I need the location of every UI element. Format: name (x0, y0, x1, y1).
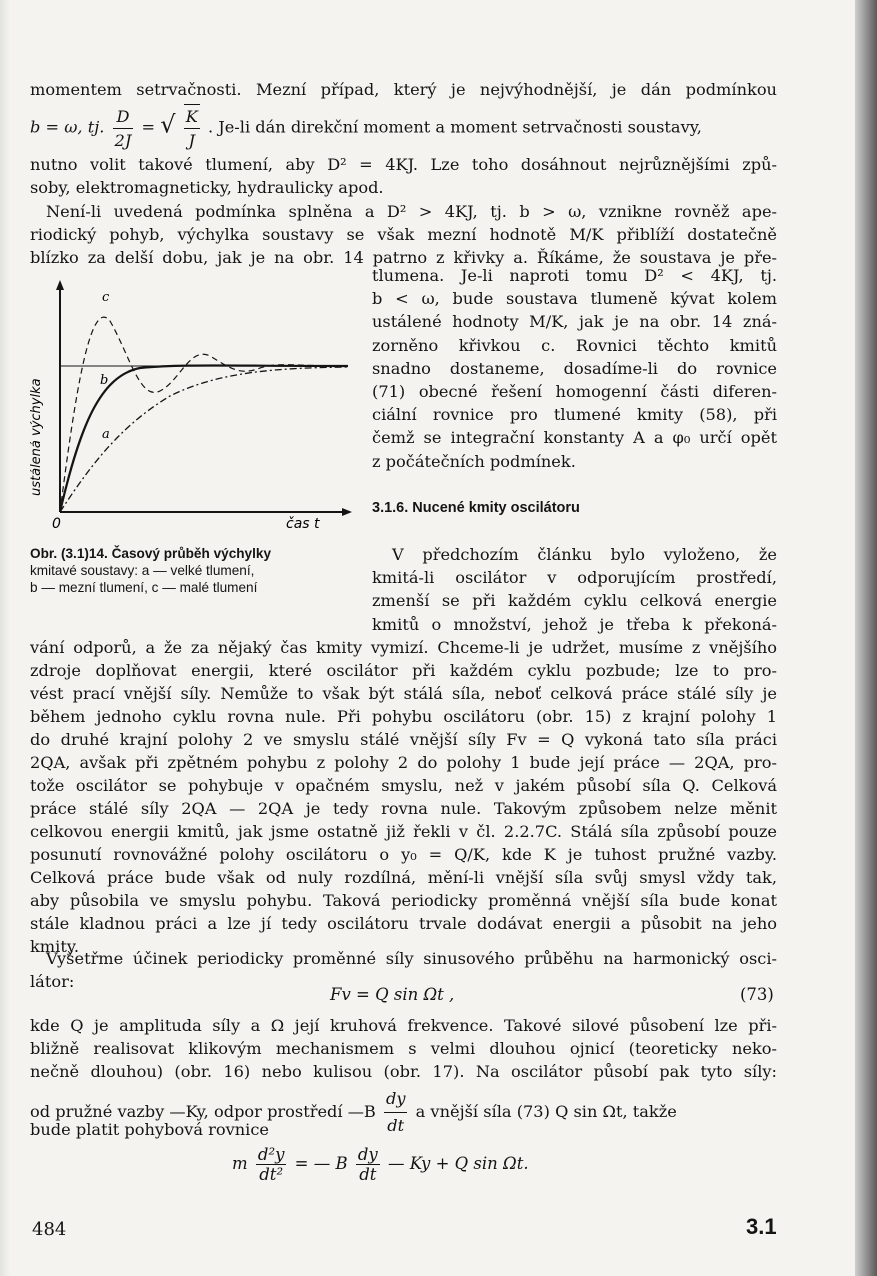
section-heading: 3.1.6. Nucené kmity oscilátoru (372, 500, 580, 516)
eq-left: b = ω, tj. (30, 117, 105, 137)
text-line: bližně realisovat klikovým mechanismem s velmi dlouhou ojnicí (teoreticky neko- (30, 1039, 777, 1058)
text-line: 2QA, avšak při zpětném pohybu z polohy 2 do polohy 1 bude její práce — 2QA, pro- (30, 753, 777, 772)
frac-den: dt (359, 1165, 377, 1184)
frac-den: J (188, 131, 195, 150)
equation-73-number: (73) (740, 985, 774, 1004)
text-line: stále kladnou práci a lze jí tedy oscilátoru trvale dodávat energii a působit na jeho (30, 914, 777, 933)
page-number: 484 (32, 1219, 67, 1240)
frac-den: 2J (114, 130, 132, 150)
text-line: kmitá-li oscilátor v odporujícím prostředí, (372, 568, 777, 588)
fraction-dy-dt (356, 1145, 380, 1184)
text-line: nutno volit takové tlumení, aby D² = 4KJ. Lze toho dosáhnout nejrůznějšími způ- (30, 155, 777, 174)
eq-tail: — Ky + Q sin Ωt. (388, 1154, 529, 1173)
eq-tail: . Je-li dán direkční moment a moment setrvačnosti soustavy, (207, 117, 702, 137)
curve-c (60, 317, 348, 512)
text-line: během jednoho cyklu rovna nule. Při pohybu oscilátoru (obr. 15) z krajní polohy 1 (30, 707, 777, 726)
frac-num: dy (357, 1145, 378, 1164)
text-line: kmitů o množství, jehož je třeba k překoná- (372, 614, 777, 634)
paragraph-2 (30, 200, 777, 269)
paragraph-2-narrow (372, 264, 777, 473)
inline-equation-line: b = ω, tj. $\frac{D}{2J}$ = √ $\frac{K}{J}$ . Je-li dán direkční moment a moment setrvačnosti soustavy, (30, 104, 777, 150)
damping-figure (30, 276, 360, 536)
text-part: od pružné vazby —Ky, odpor prostředí —B (30, 1102, 376, 1121)
paragraph-5 (30, 1014, 777, 1083)
top-paragraph-cont (30, 153, 777, 199)
top-paragraph (30, 78, 777, 101)
frac-num: K (184, 105, 200, 129)
page-edge-right (855, 0, 877, 1276)
text-part: a vnější síla (73) Q sin Ωt, takže (415, 1102, 677, 1121)
text-line: nečně dlouhou) (obr. 16) nebo kulisou (obr. 17). Na oscilátor působí pak tyto síly: (30, 1062, 777, 1081)
caption-line: kmitavé soustavy: a — velké tlumení, (30, 563, 255, 578)
page-edge-left (0, 0, 10, 1276)
equation-73: Fv = Q sin Ωt , (330, 985, 455, 1004)
text-line: vání odporů, a že za nějaký čas kmity vymizí. Chceme-li je udržet, musíme z vnějšího (30, 638, 777, 657)
y-axis-label: ustálená výchylka (30, 378, 44, 496)
text-line: V předchozím článku bylo vyloženo, že (392, 545, 777, 564)
text-line: Vyšetřme účinek periodicky proměnné síly sinusového průběhu na harmonický osci- (46, 949, 777, 968)
fraction-k-j (184, 104, 200, 152)
text-line: kmity. (30, 937, 79, 956)
text-line: ciální rovnice pro tlumené kmity (58), při (372, 405, 777, 425)
text-line: ustálené hodnoty M/K, jak je na obr. 14 zná- (372, 312, 777, 332)
text-line: blízko za delší dobu, jak je na obr. 14 patrno z křivky a. Říkáme, že soustava je pře- (30, 248, 777, 267)
figure-caption (30, 545, 350, 596)
text-line: látor: (30, 972, 75, 991)
origin-label: 0 (52, 516, 61, 532)
text-line: vést prací vnější síly. Nemůže to však být stálá síla, neboť celková práce stálé síly je (30, 684, 777, 703)
text-line: (71) obecné řešení homogenní části diferen- (372, 382, 777, 402)
damping-chart (30, 276, 360, 536)
frac-num: d²y (257, 1145, 285, 1164)
text-line: momentem setrvačnosti. Mezní případ, který je nejvýhodnější, je dán podmínkou (30, 80, 777, 99)
text-line: zdroje doplňovat energii, které oscilátor při každém cyklu pozbude; lze to pro- (30, 661, 777, 680)
motion-equation (232, 1145, 529, 1184)
frac-num: D (113, 105, 134, 129)
text-line: Není-li uvedená podmínka splněna a D² > 4KJ, tj. b > ω, vznikne rovněž ape- (46, 202, 777, 221)
text-line: zmenší se při každém cyklu celková energie (372, 591, 777, 611)
frac-den: dt (387, 1116, 405, 1135)
curve-label-c: c (102, 290, 110, 305)
text-line: tože oscilátor se pohybuje v opačném smyslu, než v jakém působí síla Q. Celková (30, 776, 777, 795)
text-line: z počátečních podmínek. (372, 451, 576, 471)
text-line: aby působila ve smyslu pohybu. Taková periodicky proměnná vnější síla bude konat (30, 891, 777, 910)
eq-mass: m (232, 1154, 248, 1173)
fraction-d-2j (113, 105, 134, 152)
text-line: snadno dostaneme, dosadíme-li do rovnice (372, 358, 777, 378)
fraction-d2y-dt2 (256, 1145, 287, 1184)
x-axis-arrow-icon (342, 508, 352, 516)
sqrt-icon: √ (160, 110, 176, 139)
frac-num: dy (384, 1086, 408, 1113)
paragraph-3-narrow (372, 543, 777, 636)
curve-label-b: b (100, 373, 109, 388)
text-line: čemž se integrační konstanty A a φ₀ určí opět (372, 428, 777, 448)
text-line: tlumena. Je-li naproti tomu D² < 4KJ, tj. (372, 266, 777, 285)
text-line: soby, elektromagneticky, hydraulicky apod. (30, 178, 384, 197)
text-line: bude platit pohybová rovnice (30, 1120, 270, 1139)
paragraph-6-line2 (30, 1118, 777, 1141)
text-line: riodický pohyb, výchylka soustavy se však mezní hodnotě M/K přiblíží dostatečně (30, 225, 777, 244)
text-line: práce stálé síly 2QA — 2QA je tedy rovna nule. Takovým způsobem nelze měnit (30, 799, 777, 818)
x-axis-label: čas t (286, 516, 320, 532)
text-line: Celková práce bude však od nuly rozdílná, mění-li vnější síla svůj smysl vždy tak, (30, 868, 777, 887)
eq-mid: = — B (294, 1154, 348, 1173)
frac-den: dt² (259, 1165, 284, 1184)
y-axis-arrow-icon (56, 280, 64, 290)
text-line: zorněno křivkou c. Rovnici těchto kmitů (372, 335, 777, 355)
curve-label-a: a (102, 427, 110, 442)
section-number: 3.1 (746, 1214, 777, 1239)
caption-line: b — mezní tlumení, c — malé tlumení (30, 580, 258, 595)
text-line: do druhé krajní polohy 2 ve smyslu stálé vnější síly Fv = Q vykoná tato síla práci (30, 730, 777, 749)
paragraph-3 (30, 636, 777, 958)
text-line: kde Q je amplituda síly a Ω její kruhová frekvence. Takové silové působení lze při- (30, 1016, 777, 1035)
caption-line: Obr. (3.1)14. Časový průběh výchylky (30, 546, 272, 561)
text-line: posunutí rovnovážné polohy oscilátoru o y₀ = Q/K, kde K je tuhost pružné vazby. (30, 845, 777, 864)
text-line: b < ω, bude soustava tlumeně kývat kolem (372, 289, 777, 309)
text-line: celkovou energii kmitů, jak jsme ostatně již řekli v čl. 2.2.7C. Stálá síla způsobí pouze (30, 822, 777, 841)
